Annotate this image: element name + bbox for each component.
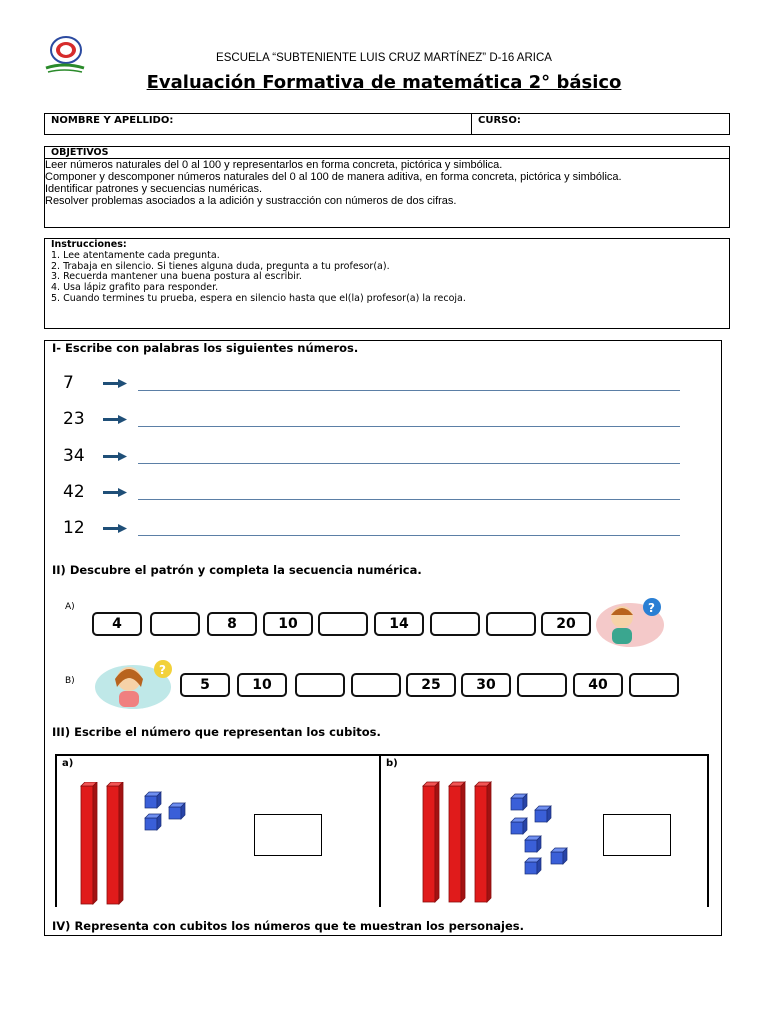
instruction-item: 3. Recuerda mantener una buena postura al escribir. <box>51 271 302 283</box>
panel-a-label: a) <box>62 758 74 769</box>
instruction-item: 4. Usa lápiz grafito para responder. <box>51 282 219 294</box>
sequence-b-cell[interactable] <box>517 673 567 697</box>
sequence-a-cell[interactable]: 8 <box>207 612 257 636</box>
sequence-b-cell[interactable]: 5 <box>180 673 230 697</box>
ten-rods <box>423 782 491 902</box>
number-row <box>63 482 683 504</box>
section-1-title: I- Escribe con palabras los siguientes números. <box>52 341 359 355</box>
number-row <box>63 409 683 431</box>
number-value: 23 <box>63 409 85 429</box>
objective-item: Componer y descomponer números naturales del 0 al 100 de manera aditiva, en forma concreta, pictórica y simbólica. <box>45 171 622 183</box>
sequence-a-cell[interactable]: 4 <box>92 612 142 636</box>
number-row <box>63 446 683 468</box>
arrow-right-icon <box>103 488 127 497</box>
page-title: Evaluación Formativa de matemática 2° básico <box>146 72 622 93</box>
objectives-box <box>44 146 730 228</box>
instruction-item: 5. Cuando termines tu prueba, espera en silencio hasta que el(la) profesor(a) la recoja. <box>51 292 466 304</box>
sequence-b-cell[interactable]: 40 <box>573 673 623 697</box>
instruction-item: 2. Trabaja en silencio. Si tienes alguna duda, pregunta a tu profesor(a). <box>51 260 390 272</box>
section-3-title: III) Escribe el número que representan los cubitos. <box>52 725 381 739</box>
base-ten-blocks-b <box>421 780 581 906</box>
sequence-b-cell[interactable]: 30 <box>461 673 511 697</box>
sequence-a-cell[interactable] <box>150 612 200 636</box>
sequence-a-cell[interactable] <box>318 612 368 636</box>
instructions-heading: Instrucciones: <box>51 239 127 250</box>
sequence-b-cell[interactable] <box>351 673 401 697</box>
section-4-title: IV) Representa con cubitos los números que te muestran los personajes. <box>52 919 524 933</box>
svg-text:?: ? <box>648 601 655 615</box>
arrow-right-icon <box>103 415 127 424</box>
name-field[interactable] <box>45 114 472 134</box>
arrow-right-icon <box>103 379 127 388</box>
number-value: 12 <box>63 518 85 538</box>
sequence-b-cell[interactable]: 25 <box>406 673 456 697</box>
objective-item: Leer números naturales del 0 al 100 y representarlos en forma concreta, pictórica y simbólica. <box>45 159 503 171</box>
ten-rod <box>81 782 97 904</box>
answer-box-b[interactable] <box>603 814 671 856</box>
objective-item: Identificar patrones y secuencias numéricas. <box>45 183 263 195</box>
base-ten-blocks-a <box>79 782 229 908</box>
sequence-b-cell[interactable]: 10 <box>237 673 287 697</box>
answer-box-a[interactable] <box>254 814 322 856</box>
sequence-a-cell[interactable]: 14 <box>374 612 424 636</box>
sequence-b-cell[interactable] <box>629 673 679 697</box>
number-row <box>63 373 683 395</box>
number-value: 7 <box>63 373 74 393</box>
answer-line[interactable] <box>138 390 680 391</box>
svg-text:?: ? <box>159 663 166 677</box>
ten-rod <box>107 782 123 904</box>
school-name: ESCUELA “SUBTENIENTE LUIS CRUZ MARTÍNEZ” D-16 ARICA <box>216 52 552 64</box>
number-value: 34 <box>63 446 85 466</box>
course-field[interactable] <box>472 114 729 134</box>
sequence-b-label: B) <box>65 676 75 686</box>
sequence-a-cell[interactable] <box>430 612 480 636</box>
answer-line[interactable] <box>138 426 680 427</box>
instructions-box <box>44 238 730 329</box>
sequence-a-cell[interactable]: 10 <box>263 612 313 636</box>
answer-line[interactable] <box>138 535 680 536</box>
name-label: NOMBRE Y APELLIDO: <box>51 115 174 126</box>
cubes-exercise <box>55 754 709 907</box>
answer-line[interactable] <box>138 499 680 500</box>
unit-cubes <box>511 794 567 874</box>
panel-b-label: b) <box>386 758 398 769</box>
sequence-b-cell[interactable] <box>295 673 345 697</box>
course-label: CURSO: <box>478 115 521 126</box>
boy-character-illustration <box>596 595 668 651</box>
instruction-item: 1. Lee atentamente cada pregunta. <box>51 249 220 261</box>
girl-character-illustration <box>95 655 180 711</box>
arrow-right-icon <box>103 524 127 533</box>
cubes-panel-a <box>55 754 381 907</box>
number-row <box>63 518 683 540</box>
objective-item: Resolver problemas asociados a la adición y sustracción con números de dos cifras. <box>45 195 457 207</box>
sequence-a-label: A) <box>65 602 75 612</box>
sequence-a-cell[interactable]: 20 <box>541 612 591 636</box>
student-info-table <box>44 113 730 135</box>
objectives-heading: OBJETIVOS <box>45 147 729 159</box>
exercise-box <box>44 340 722 936</box>
sequence-a-cell[interactable] <box>486 612 536 636</box>
arrow-right-icon <box>103 452 127 461</box>
answer-line[interactable] <box>138 463 680 464</box>
unit-cubes <box>145 792 185 830</box>
number-value: 42 <box>63 482 85 502</box>
cubes-panel-b <box>379 754 709 907</box>
section-2-title: II) Descubre el patrón y completa la secuencia numérica. <box>52 563 422 577</box>
